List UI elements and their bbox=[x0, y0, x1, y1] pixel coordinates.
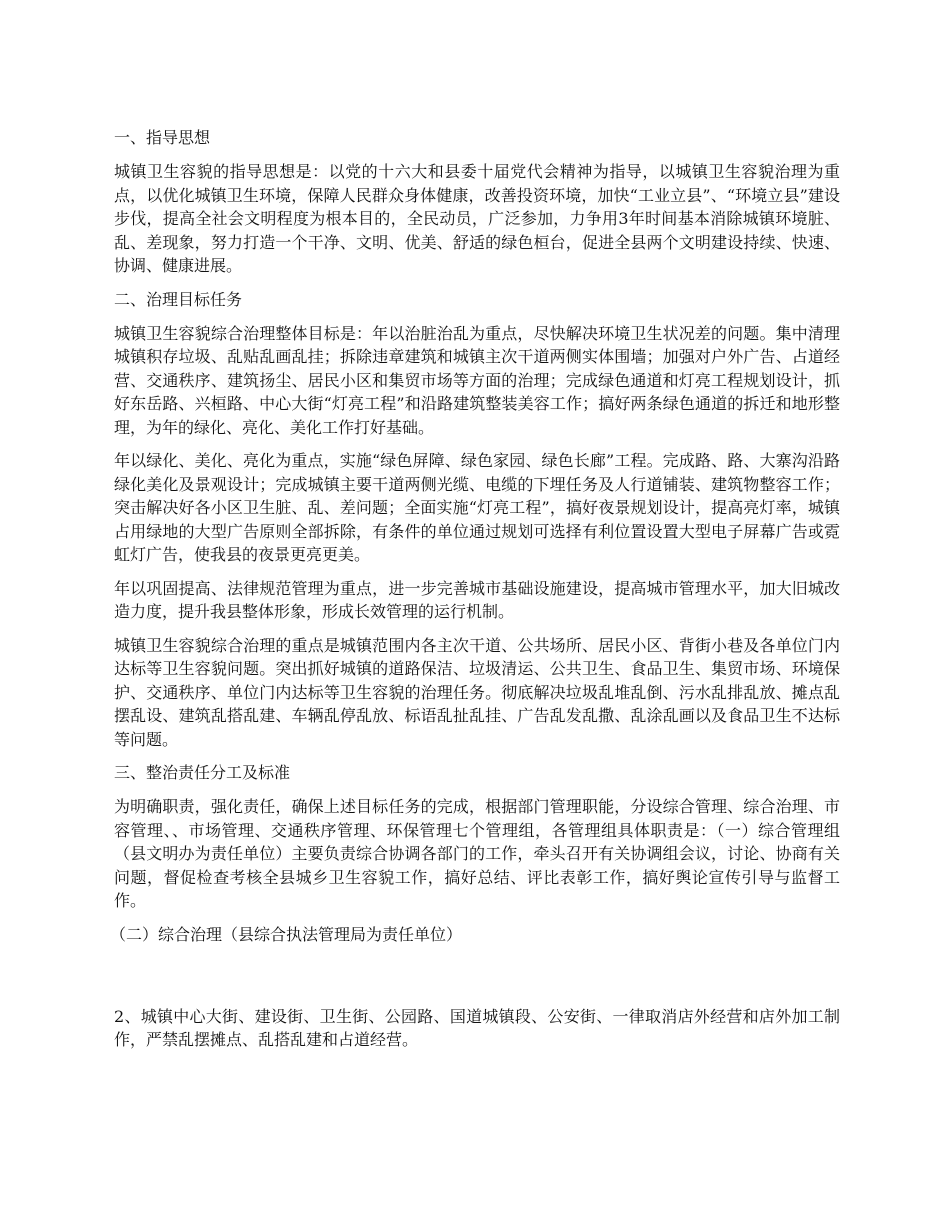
paragraph-consolidation-goal: 年以巩固提高、法律规范管理为重点，进一步完善城市基础设施建设，提高城市管理水平，加大旧城改造力度，提升我县整体形象，形成长效管理的运行机制。 bbox=[114, 578, 840, 621]
sub-heading-comprehensive-governance: （二）综合治理（县综合执法管理局为责任单位） bbox=[110, 924, 463, 944]
section-heading-goals: 二、治理目标任务 bbox=[114, 289, 243, 309]
paragraph-greening-goal: 年以绿化、美化、亮化为重点，实施“绿色屏障、绿色家园、绿色长廊”工程。完成路、路、大寨沟沿路绿化美化及景观设计；完成城镇主要干道两侧光缆、电缆的下埋任务及人行道铺装、建筑物整容工作；突击解决好各小区卫生脏、乱、差问题；全面实施“灯亮工程”，搞好夜景规划设计，提高亮灯率，城镇占用绿地的大型广告原则全部拆除，有条件的单位通过规划可选择有利位置设置大型电子屏幕广告或霓虹灯广告，使我县的夜景更亮更美。 bbox=[114, 451, 840, 564]
paragraph-key-tasks: 城镇卫生容貌综合治理的重点是城镇范围内各主次干道、公共场所、居民小区、背街小巷及各单位门内达标等卫生容貌问题。突出抓好城镇的道路保洁、垃圾清运、公共卫生、食品卫生、集贸市场、环境保护、交通秩序、单位门内达标等卫生容貌的治理任务。彻底解决垃圾乱堆乱倒、污水乱排乱放、摊点乱摆乱设、建筑乱搭乱建、车辆乱停乱放、标语乱扯乱挂、广告乱发乱撒、乱涂乱画以及食品卫生不达标等问题。 bbox=[114, 635, 840, 749]
paragraph-item-2: 2、城镇中心大街、建设街、卫生街、公园路、国道城镇段、公安街、一律取消店外经营和店外加工制作，严禁乱摆摊点、乱搭乱建和占道经营。 bbox=[114, 1006, 840, 1049]
paragraph-guiding-ideology: 城镇卫生容貌的指导思想是：以党的十六大和县委十届党代会精神为指导，以城镇卫生容貌治理为重点，以优化城镇卫生环境，保障人民群众身体健康，改善投资环境，加快“工业立县”、“环境立县”建设步伐，提高全社会文明程度为根本目的，全民动员，广泛参加，力争用3年时间基本消除城镇环境脏、乱、差现象，努力打造一个干净、文明、优美、舒适的绿色桓台，促进全县两个文明建设持续、快速、协调、健康进展。 bbox=[114, 162, 840, 275]
paragraph-overall-goal: 城镇卫生容貌综合治理整体目标是：年以治脏治乱为重点，尽快解决环境卫生状况差的问题。集中清理城镇积存垃圾、乱贴乱画乱挂；拆除违章建筑和城镇主次干道两侧实体围墙；加强对户外广告、占道经营、交通秩序、建筑扬尘、居民小区和集贸市场等方面的治理；完成绿色通道和灯亮工程规划设计，抓好东岳路、兴桓路、中心大街“灯亮工程”和沿路建筑整装美容工作；搞好两条绿色通道的拆迁和地形整理，为年的绿化、亮化、美化工作打好基础。 bbox=[114, 323, 840, 437]
document-page bbox=[110, 126, 840, 1062]
paragraph-responsibilities: 为明确职责，强化责任，确保上述目标任务的完成，根据部门管理职能，分设综合管理、综合治理、市容管理、、市场管理、交通秩序管理、环保管理七个管理组，各管理组具体职责是：（一）综合管理组（县文明办为责任单位）主要负责综合协调各部门的工作，牵头召开有关协调组会议，讨论、协商有关问题，督促检查考核全县城乡卫生容貌工作，搞好总结、评比表彰工作，搞好舆论宣传引导与监督工作。 bbox=[114, 797, 840, 910]
section-heading-guiding-ideology: 一、指导思想 bbox=[114, 128, 211, 147]
section-heading-responsibilities: 三、整治责任分工及标准 bbox=[114, 763, 291, 782]
